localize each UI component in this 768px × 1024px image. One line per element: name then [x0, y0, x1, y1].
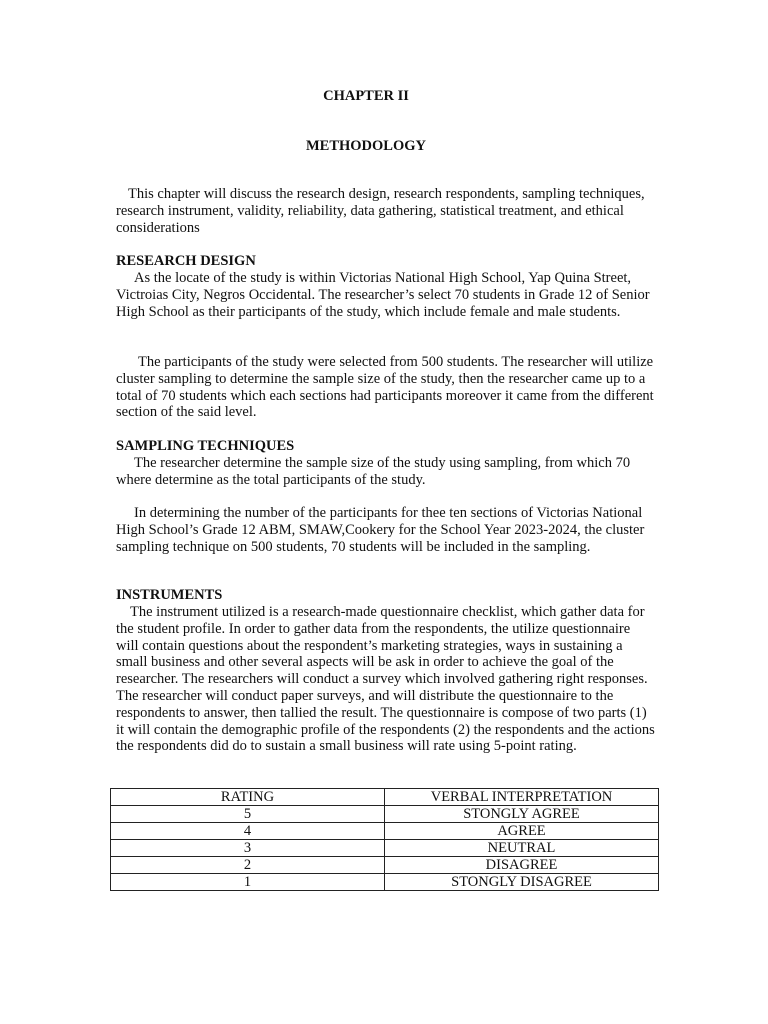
- interpretation-cell: AGREE: [385, 823, 659, 840]
- header-verbal-interpretation: VERBAL INTERPRETATION: [385, 789, 659, 806]
- interpretation-cell: STONGLY DISAGREE: [385, 874, 659, 891]
- rating-cell: 3: [111, 840, 385, 857]
- table-row: [111, 840, 659, 857]
- rating-cell: 4: [111, 823, 385, 840]
- chapter-title: METHODOLOGY: [305, 138, 427, 154]
- research-design-heading: RESEARCH DESIGN: [116, 253, 256, 269]
- table-header-row: [111, 789, 659, 806]
- table-row: [111, 857, 659, 874]
- interpretation-cell: DISAGREE: [385, 857, 659, 874]
- research-design-paragraph-2: The participants of the study were selected from 500 students. The researcher will utilize cluster sampling to determine the sample size of the study, then the researcher came up to a total of 70 students which each sections had participants moreover it came from the different section of the said level.: [116, 354, 654, 421]
- table-row: [111, 874, 659, 891]
- rating-cell: 5: [111, 806, 385, 823]
- interpretation-cell: NEUTRAL: [385, 840, 659, 857]
- rating-cell: 2: [111, 857, 385, 874]
- sampling-heading: SAMPLING TECHNIQUES: [116, 438, 295, 454]
- instruments-heading: INSTRUMENTS: [116, 587, 223, 603]
- sampling-paragraph-1: The researcher determine the sample size of the study using sampling, from which 70 where determine as the total participants of the study.: [116, 455, 631, 488]
- intro-paragraph: This chapter will discuss the research design, research respondents, sampling techniques, research instrument, validity, reliability, data gathering, statistical treatment, and ethical considerations: [116, 186, 645, 236]
- rating-cell: 1: [111, 874, 385, 891]
- chapter-label: CHAPTER II: [323, 88, 409, 104]
- interpretation-cell: STONGLY AGREE: [385, 806, 659, 823]
- table-row: [111, 823, 659, 840]
- research-design-paragraph-1: As the locate of the study is within Victorias National High School, Yap Quina Street, Victroias City, Negros Occidental. The researcher’s select 70 students in Grade 12 of Senior High School as their participants of the study, which include female and male students.: [116, 270, 650, 320]
- instruments-paragraph: The instrument utilized is a research-made questionnaire checklist, which gather data for the student profile. In order to gather data from the respondents, the utilize questionnaire will contain questions about the respondent’s marketing strategies, ways in sustaining a small business and other several aspects will be ask in order to achieve the goal of the researcher. The researchers will conduct a survey which involved gathering right responses. The researcher will conduct paper surveys, and will distribute the questionnaire to the respondents to answer, then tallied the result. The questionnaire is compose of two parts (1) it will contain the demographic profile of the respondents (2) the respondents and the actions the respondents did do to sustain a small business will rate using 5-point rating.: [116, 604, 655, 755]
- header-rating: RATING: [111, 789, 385, 806]
- rating-scale-table: [110, 788, 659, 891]
- sampling-paragraph-2: In determining the number of the participants for thee ten sections of Victorias National High School’s Grade 12 ABM, SMAW,Cookery for the School Year 2023-2024, the cluster sampling technique on 500 students, 70 students will be included in the sampling.: [116, 505, 645, 555]
- table-row: [111, 806, 659, 823]
